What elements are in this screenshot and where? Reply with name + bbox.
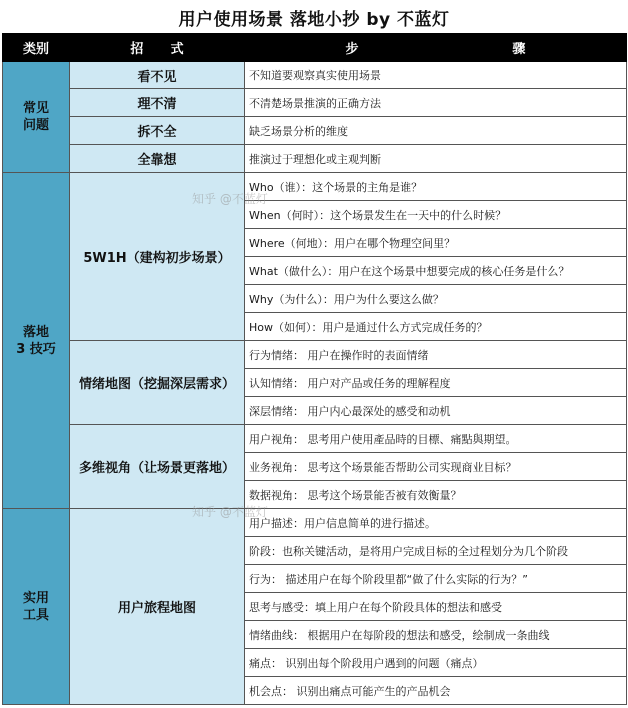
step-cell: 数据视角： 思考这个场景能否被有效衡量？ [245, 481, 627, 509]
category-cell: 实用 工具 [3, 509, 70, 705]
step-cell: 不知道要观察真实使用场景 [245, 62, 627, 89]
step-cell: 用户视角： 思考用户使用產品時的目標、痛點與期望。 [245, 425, 627, 453]
step-cell: Where（何地）：用户在哪个物理空间里？ [245, 229, 627, 257]
table-row [3, 62, 627, 89]
step-cell: How（如何）：用户是通过什么方式完成任务的？ [245, 313, 627, 341]
tactic-cell: 理不清 [70, 89, 245, 117]
cheatsheet-table [2, 33, 627, 705]
table-row [3, 425, 627, 453]
table-row [3, 173, 627, 201]
table-header [3, 34, 627, 62]
watermark: 知乎 @不蓝灯 [192, 192, 268, 206]
header-category: 类别 [3, 34, 70, 62]
step-cell: 阶段：也称关键活动，是将用户完成目标的全过程划分为几个阶段 [245, 537, 627, 565]
step-cell: Why（为什么）：用户为什么要这么做？ [245, 285, 627, 313]
step-cell: 推演过于理想化或主观判断 [245, 145, 627, 173]
table-row [3, 117, 627, 145]
tactic-cell: 拆不全 [70, 117, 245, 145]
header-steps: 步 骤 [245, 34, 627, 62]
step-cell: 深层情绪： 用户内心最深处的感受和动机 [245, 397, 627, 425]
step-cell: 思考与感受：填上用户在每个阶段具体的想法和感受 [245, 593, 627, 621]
step-cell: 情绪曲线： 根据用户在每阶段的想法和感受，绘制成一条曲线 [245, 621, 627, 649]
step-cell: 认知情绪： 用户对产品或任务的理解程度 [245, 369, 627, 397]
tactic-cell: 情绪地图（挖掘深层需求） [70, 341, 245, 425]
tactic-cell: 5W1H（建构初步场景） [70, 173, 245, 341]
category-cell: 常见 问题 [3, 62, 70, 173]
step-cell: 业务视角： 思考这个场景能否帮助公司实现商业目标？ [245, 453, 627, 481]
watermark: 知乎 @不蓝灯 [192, 505, 268, 519]
step-cell: Who（谁）：这个场景的主角是谁？ [245, 173, 627, 201]
step-cell: 行为情绪： 用户在操作时的表面情绪 [245, 341, 627, 369]
step-cell: 行为： 描述用户在每个阶段里都“做了什么实际的行为？” [245, 565, 627, 593]
step-cell: 不清楚场景推演的正确方法 [245, 89, 627, 117]
step-cell: When（何时）：这个场景发生在一天中的什么时候？ [245, 201, 627, 229]
step-cell: 缺乏场景分析的维度 [245, 117, 627, 145]
tactic-cell: 多维视角（让场景更落地） [70, 425, 245, 509]
category-cell: 落地 3 技巧 [3, 173, 70, 509]
page-title: 用户使用场景 落地小抄 by 不蓝灯 [178, 9, 450, 30]
table-row [3, 89, 627, 117]
tactic-cell: 看不见 [70, 62, 245, 89]
header-tactic: 招 式 [70, 34, 245, 62]
table-body [3, 62, 627, 705]
step-cell: 痛点： 识别出每个阶段用户遇到的问题（痛点） [245, 649, 627, 677]
table-row [3, 509, 627, 537]
tactic-cell: 全靠想 [70, 145, 245, 173]
tactic-cell: 用户旅程地图 [70, 509, 245, 705]
table-row [3, 145, 627, 173]
step-cell: What（做什么）：用户在这个场景中想要完成的核心任务是什么？ [245, 257, 627, 285]
table-row [3, 341, 627, 369]
step-cell: 机会点： 识别出痛点可能产生的产品机会 [245, 677, 627, 705]
step-cell: 用户描述：用户信息简单的进行描述。 [245, 509, 627, 537]
